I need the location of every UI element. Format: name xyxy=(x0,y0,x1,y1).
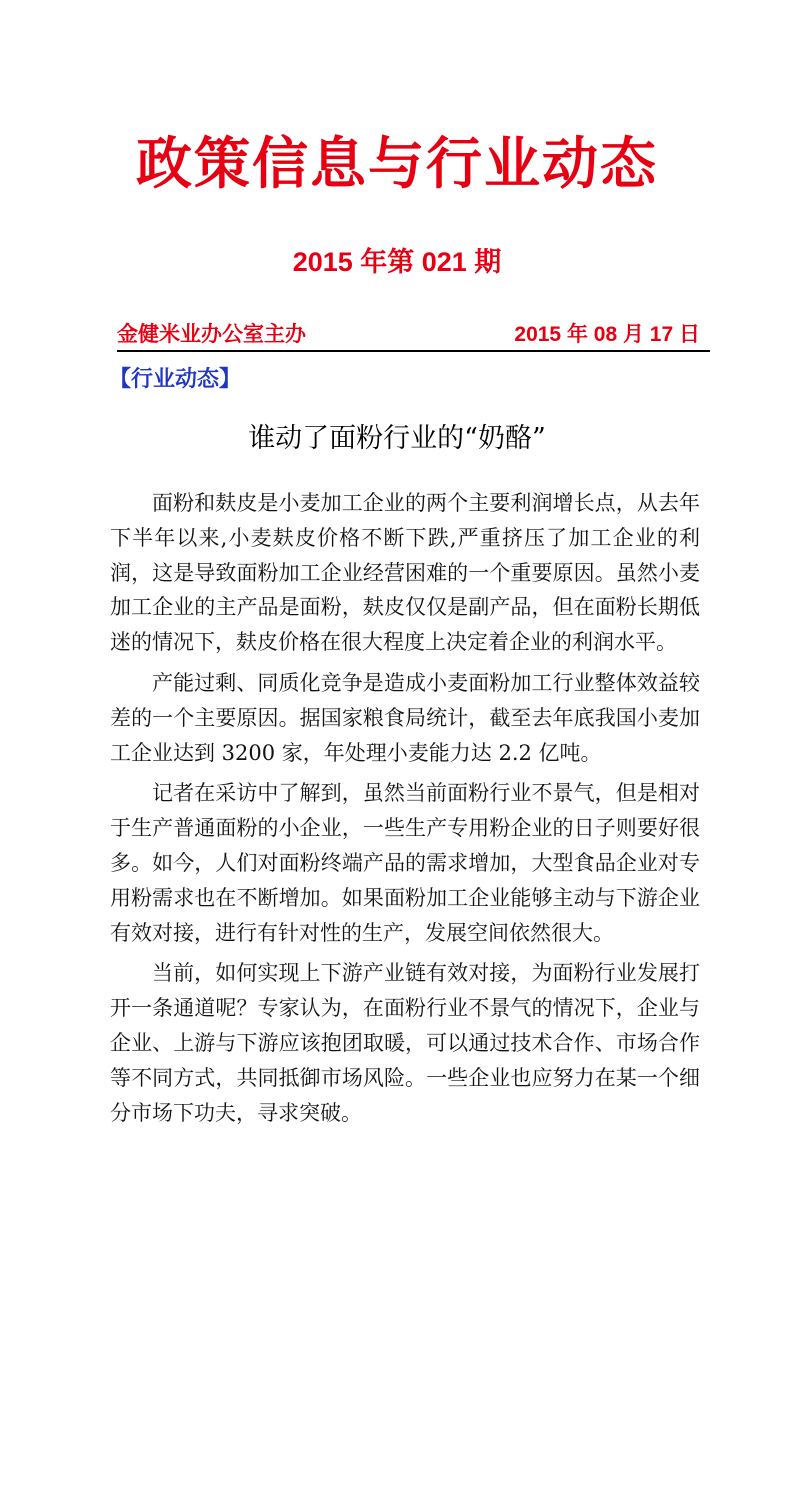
organizer-row xyxy=(117,318,710,352)
publish-date: 2015 年 08 月 17 日 xyxy=(514,323,700,346)
article-title: 谁动了面粉行业的“奶酪” xyxy=(248,423,546,454)
section-tag: 【行业动态】 xyxy=(109,367,242,392)
article-paragraph: 产能过剩、同质化竞争是造成小麦面粉加工行业整体效益较差的一个主要原因。据国家粮食局统计，截至去年底我国小麦加工企业达到 3200 家，年处理小麦能力达 2.2 亿吨。 xyxy=(110,670,700,765)
article-paragraph: 当前，如何实现上下游产业链有效对接，为面粉行业发展打开一条通道呢？专家认为，在面粉行业不景气的情况下，企业与企业、上游与下游应该抱团取暖，可以通过技术合作、市场合作等不同方式，共同抵御市场风险。一些企业也应努力在某一个细分市场下功夫，寻求突破。 xyxy=(110,961,700,1125)
article-paragraph: 面粉和麸皮是小麦加工企业的两个主要利润增长点，从去年下半年以来,小麦麸皮价格不断下跌,严重挤压了加工企业的利润，这是导致面粉加工企业经营困难的一个重要原因。虽然小麦加工企业的主产品是面粉，麸皮仅仅是副产品，但在面粉长期低迷的情况下，麸皮价格在很大程度上决定着企业的利润水平。 xyxy=(110,491,700,655)
article-body xyxy=(110,486,700,1136)
organizer-name: 金健米业办公室主办 xyxy=(117,322,306,346)
issue-number: 2015 年第 021 期 xyxy=(292,247,502,277)
newsletter-title: 政策信息与行业动态 xyxy=(136,132,658,197)
article-paragraph: 记者在采访中了解到，虽然当前面粉行业不景气，但是相对于生产普通面粉的小企业，一些生产专用粉企业的日子则要好很多。如今，人们对面粉终端产品的需求增加，大型食品企业对专用粉需求也在不断增加。如果面粉加工企业能够主动与下游企业有效对接，进行有针对性的生产，发展空间依然很大。 xyxy=(110,781,700,945)
